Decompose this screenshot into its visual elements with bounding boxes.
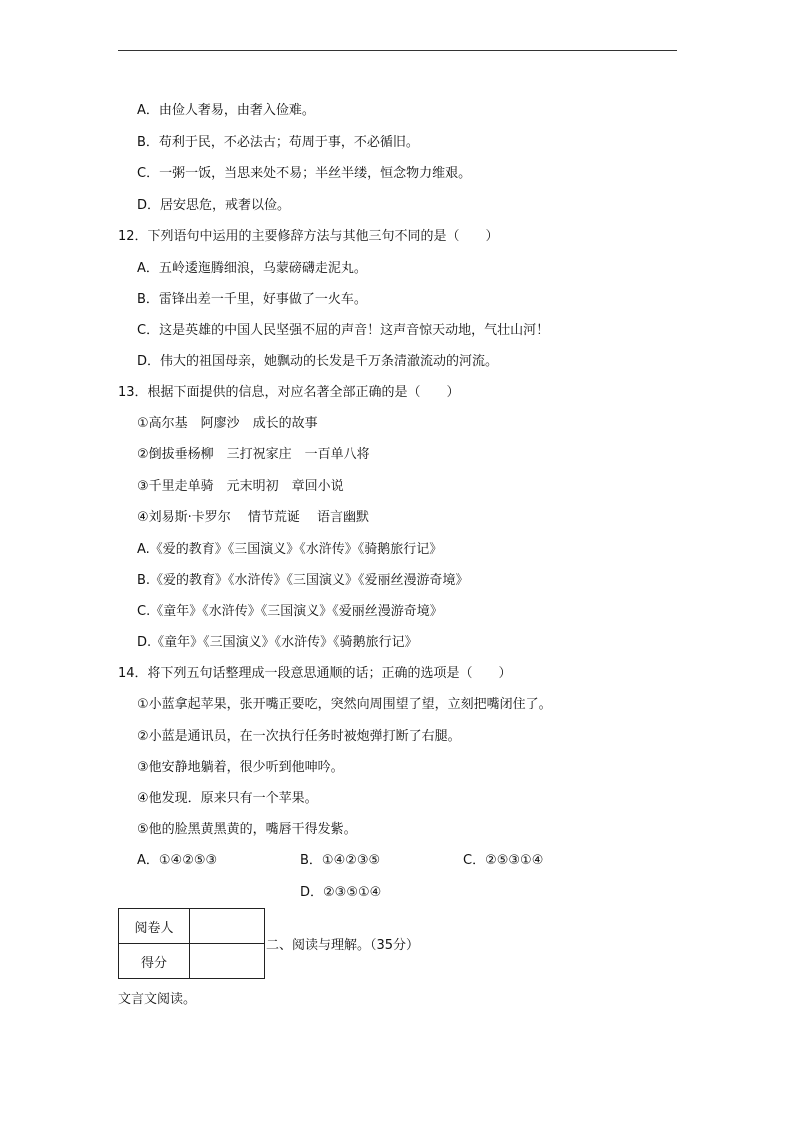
q14-item-3: ③他安静地躺着，很少听到他呻吟。 (137, 760, 344, 775)
score-label: 得分 (119, 944, 190, 979)
q13-option-d: D.《童年》《三国演义》《水浒传》《骑鹅旅行记》 (137, 635, 418, 650)
q14-stem: 14．将下列五句话整理成一段意思通顺的话；正确的选项是（ ） (118, 666, 512, 681)
q11-option-d: D．居安思危，戒奢以俭。 (137, 198, 291, 213)
q14-item-5: ⑤他的脸黑黄黑黄的，嘴唇干得发紫。 (137, 822, 357, 837)
q12-option-a: A．五岭逶迤腾细浪，乌蒙磅礴走泥丸。 (137, 261, 367, 276)
q13-item-1: ①高尔基 阿廖沙 成长的故事 (137, 416, 318, 431)
q14-option-c: C．②⑤③①④ (463, 853, 544, 868)
q13-item-3: ③千里走单骑 元末明初 章回小说 (137, 479, 344, 494)
q14-option-a: A．①④②⑤③ (137, 853, 218, 868)
q11-option-b: B．苟利于民，不必法古；苟周于事，不必循旧。 (137, 135, 419, 150)
score-value (190, 944, 265, 979)
q14-item-2: ②小蓝是通讯员，在一次执行任务时被炮弹打断了右腿。 (137, 729, 461, 744)
q13-item-2: ②倒拔垂杨柳 三打祝家庄 一百单八将 (137, 447, 370, 462)
score-table (118, 908, 265, 979)
q13-option-c: C.《童年》《水浒传》《三国演义》《爱丽丝漫游奇境》 (137, 604, 443, 619)
q13-item-4: ④刘易斯·卡罗尔 情节荒诞 语言幽默 (137, 510, 370, 525)
section-subtitle: 文言文阅读。 (118, 992, 197, 1007)
q14-item-4: ④他发现．原来只有一个苹果。 (137, 791, 318, 806)
header-rule (118, 50, 677, 51)
q13-option-a: A.《爱的教育》《三国演义》《水浒传》《骑鹅旅行记》 (137, 542, 443, 557)
q14-item-1: ①小蓝拿起苹果，张开嘴正要吃，突然向周围望了望，立刻把嘴闭住了。 (137, 697, 552, 712)
reviewer-label: 阅卷人 (119, 909, 190, 944)
q14-option-b: B．①④②③⑤ (300, 853, 381, 868)
q14-option-d: D．②③⑤①④ (300, 885, 382, 900)
q11-option-c: C．一粥一饭，当思来处不易；半丝半缕，恒念物力维艰。 (137, 166, 472, 181)
q12-option-b: B．雷锋出差一千里，好事做了一火车。 (137, 292, 367, 307)
section-title: 二、阅读与理解。（35分） (266, 938, 420, 953)
q12-option-d: D．伟大的祖国母亲，她飘动的长发是千万条清澈流动的河流。 (137, 354, 499, 369)
reviewer-value (190, 909, 265, 944)
q12-stem: 12．下列语句中运用的主要修辞方法与其他三句不同的是（ ） (118, 229, 499, 244)
q12-option-c: C．这是英雄的中国人民坚强不屈的声音！这声音惊天动地，气壮山河！ (137, 323, 550, 338)
q13-stem: 13．根据下面提供的信息，对应名著全部正确的是（ ） (118, 385, 460, 400)
q11-option-a: A．由俭人奢易，由奢入俭难。 (137, 103, 315, 118)
q13-option-b: B.《爱的教育》《水浒传》《三国演义》《爱丽丝漫游奇境》 (137, 573, 469, 588)
